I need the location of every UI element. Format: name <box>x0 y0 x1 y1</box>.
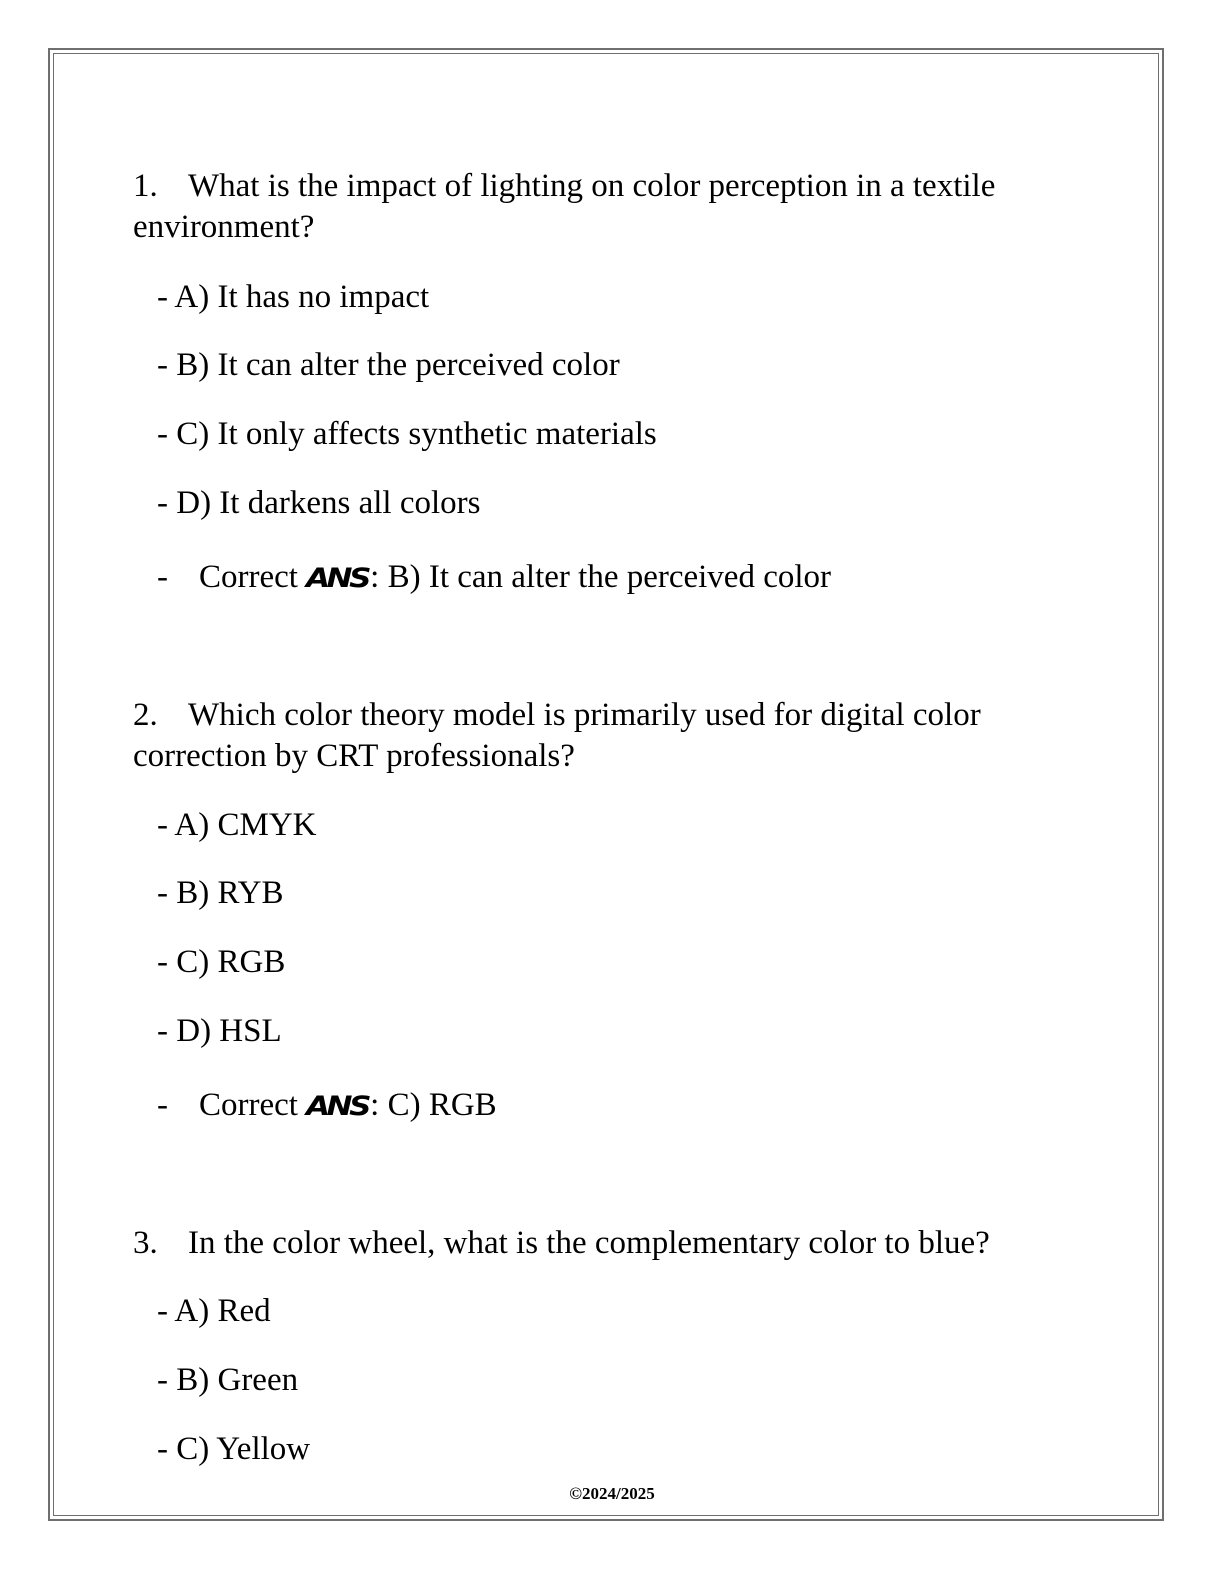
question-number: 3. <box>133 1225 158 1261</box>
ans-tag: ANS <box>306 1091 369 1122</box>
answer-prefix: Correct <box>199 559 298 595</box>
answer-text: : B) It can alter the perceived color <box>370 559 832 595</box>
answer-dash: - <box>157 559 168 595</box>
answer-text: : C) RGB <box>370 1087 497 1123</box>
question-text: What is the impact of lighting on color perception in a textile environment? <box>133 168 996 245</box>
answer-dash: - <box>157 1087 168 1123</box>
option-c: - C) It only affects synthetic materials <box>157 416 657 452</box>
option-a: - A) CMYK <box>157 807 317 843</box>
question-text: In the color wheel, what is the complementary color to blue? <box>188 1225 990 1261</box>
option-c: - C) Yellow <box>157 1431 311 1467</box>
copyright-footer: ©2024/2025 <box>569 1484 655 1503</box>
question-text: Which color theory model is primarily used for digital color correction by CRT professionals? <box>133 697 981 774</box>
option-d: - D) It darkens all colors <box>157 485 481 521</box>
option-a: - A) Red <box>157 1293 271 1329</box>
option-d: - D) HSL <box>157 1013 282 1049</box>
option-a: - A) It has no impact <box>157 279 430 315</box>
question-3 <box>133 1223 1093 1264</box>
question-number: 2. <box>133 697 158 733</box>
question-2 <box>133 695 1093 777</box>
option-c: - C) RGB <box>157 944 286 980</box>
question-number: 1. <box>133 168 158 204</box>
correct-answer <box>157 1085 497 1127</box>
question-1 <box>133 166 1093 248</box>
option-b: - B) Green <box>157 1362 299 1398</box>
answer-prefix: Correct <box>199 1087 298 1123</box>
option-b: - B) It can alter the perceived color <box>157 347 620 383</box>
option-b: - B) RYB <box>157 875 284 911</box>
correct-answer <box>157 557 831 599</box>
ans-tag: ANS <box>306 563 369 594</box>
